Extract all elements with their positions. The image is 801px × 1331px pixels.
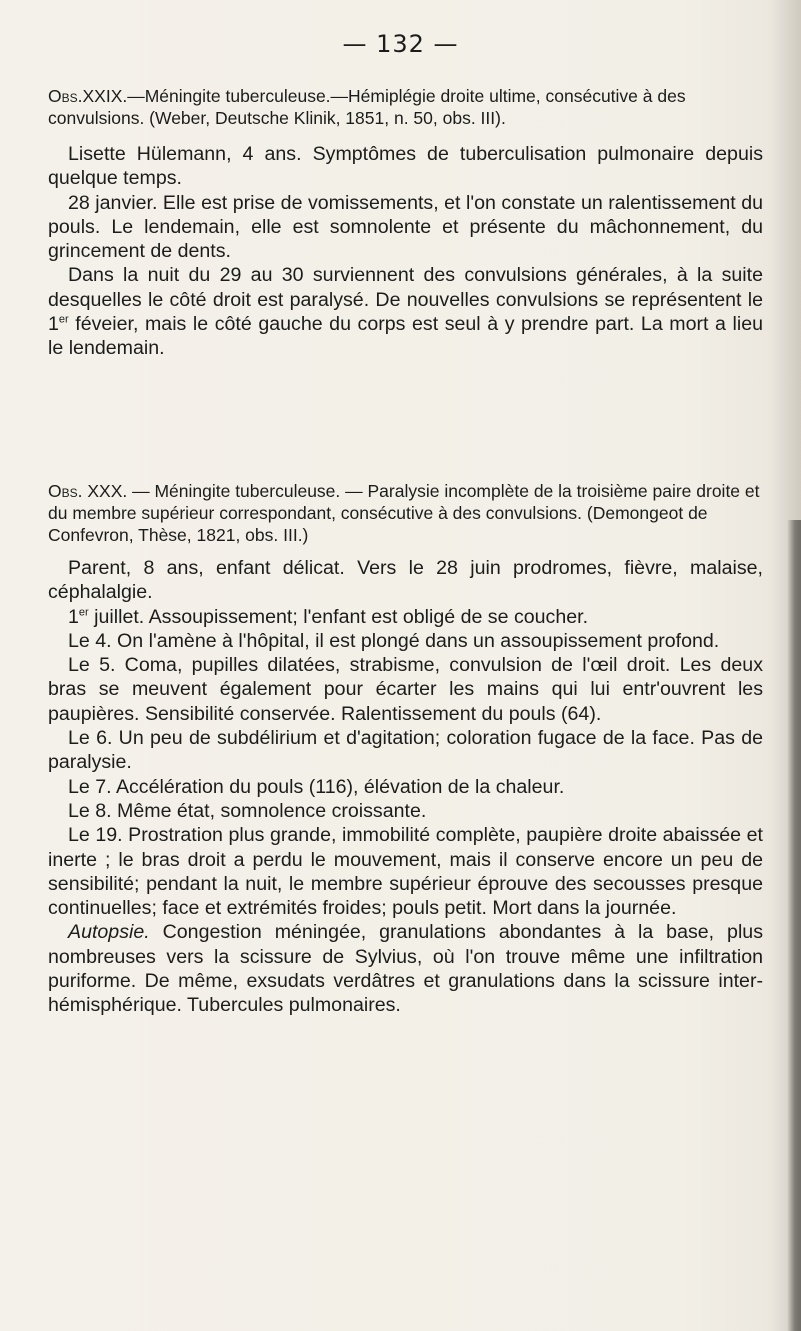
paragraph: Le 19. Prostration plus grande, immobilité complète, paupière droite abaissée et inerte ; le bras droit a perdu le mouvement, mais il conserve encore un peu de sensibilité; pendant la nuit, le membre supérieur éprouve des secousses presque continuelles; face et extrémités froides; pouls petit. Mort dans la journée. bbox=[48, 824, 763, 920]
text-span: juillet. Assoupissement; l'enfant est obligé de se coucher. bbox=[88, 605, 589, 628]
page-number: — 132 — bbox=[342, 30, 459, 58]
text-span: féveier, mais le côté gauche du corps est seul à y prendre part. La mort a lieu le lendemain. bbox=[48, 313, 763, 360]
observation-29-body bbox=[48, 142, 763, 361]
paragraph: Le 6. Un peu de subdélirium et d'agitation; coloration fugace de la face. Pas de paralysie. bbox=[48, 727, 763, 774]
autopsy-label: Autopsie. bbox=[68, 921, 150, 944]
superscript: er bbox=[58, 313, 69, 326]
observation-29-title: —Méningite tuberculeuse.—Hémiplégie droite ultime, consécutive à des convulsions. (Weber, Deutsche Klinik, 1851, n. 50, obs. III). bbox=[48, 86, 686, 128]
paragraph: 28 janvier. Elle est prise de vomissements, et l'on constate un ralentissement du pouls. Le lendemain, elle est somnolente et présente du mâchonnement, du grincement de dents. bbox=[48, 191, 763, 263]
text-span: 1 bbox=[68, 605, 79, 628]
paragraph: Le 8. Même état, somnolence croissante. bbox=[68, 799, 427, 822]
paragraph bbox=[48, 263, 763, 360]
paragraph: Le 4. On l'amène à l'hôpital, il est plongé dans un assoupissement profond. bbox=[68, 629, 720, 652]
observation-30-title: — Méningite tuberculeuse. — Paralysie incomplète de la troisième paire droite et du membre supérieur correspondant, consécutive à des convulsions. (Demongeot de Confevron, Thèse, 1821, obs. III.) bbox=[48, 481, 760, 545]
paragraph: Parent, 8 ans, enfant délicat. Vers le 28 juin prodromes, fièvre, malaise, céphalalgie. bbox=[48, 557, 763, 604]
observation-30-heading bbox=[48, 480, 763, 546]
paragraph: Le 7. Accélération du pouls (116), élévation de la chaleur. bbox=[68, 775, 565, 798]
text-span: Congestion méningée, granulations abondantes à la base, plus nombreuses vers la scissure de Sylvius, où l'on trouve même une infiltration puriforme. De même, exsudats verdâtres et granulations dans la scissure inter-hémisphérique. Tubercules pulmonaires. bbox=[48, 921, 763, 1017]
text-span: Dans la nuit du 29 au 30 surviennent des convulsions générales, à la suite desquelles le côté droit est paralysé. De nouvelles convulsions se représentent le 1 bbox=[48, 264, 763, 336]
superscript: er bbox=[78, 606, 89, 619]
page-edge-shadow bbox=[787, 520, 801, 1331]
paragraph: Le 5. Coma, pupilles dilatées, strabisme, convulsion de l'œil droit. Les deux bras se meuvent également pour écarter les mains qui lui entr'ouvrent les paupières. Sensibilité conservée. Ralentissement du pouls (64). bbox=[48, 654, 763, 725]
observation-29-heading bbox=[48, 85, 763, 129]
paragraph bbox=[48, 605, 763, 629]
observation-30-body bbox=[48, 556, 763, 1018]
observation-30-label: Obs. XXX. bbox=[48, 481, 128, 501]
paragraph: Lisette Hülemann, 4 ans. Symptômes de tuberculisation pulmonaire depuis quelque temps. bbox=[48, 143, 763, 190]
paragraph bbox=[48, 920, 763, 1017]
observation-29-label: Obs.XXIX. bbox=[48, 86, 128, 106]
